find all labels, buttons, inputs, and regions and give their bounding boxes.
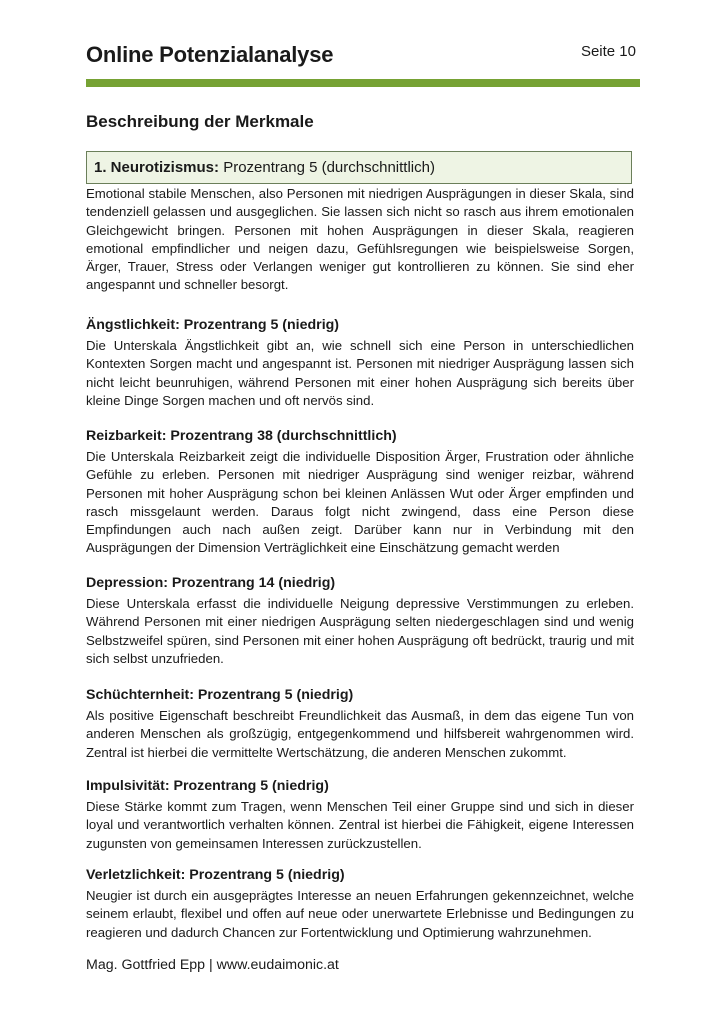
- facet-heading: Impulsivität: Prozentrang 5 (niedrig): [86, 778, 329, 794]
- facet-heading: Verletzlichkeit: Prozentrang 5 (niedrig): [86, 867, 345, 883]
- facet-text: Neugier ist durch ein ausgeprägtes Interesse an neuen Erfahrungen gekennzeichnet, welche seinem erlaubt, flexibel und offen auf neue oder unerwartete Erlebnisse und Bedingungen zu reagieren und dadurch Chancen zur Fortentwicklung und Optimierung wahrzunehmen.: [86, 888, 634, 940]
- page-number: Seite 10: [580, 43, 636, 60]
- section-title: Beschreibung der Merkmale: [86, 112, 314, 131]
- facet-verletzlichkeit: [86, 866, 634, 942]
- facet-heading: Ängstlichkeit: Prozentrang 5 (niedrig): [86, 317, 340, 333]
- facet-text: Die Unterskala Reizbarkeit zeigt die individuelle Disposition Ärger, Frustration oder ähnliche Gefühle zu erleben. Personen mit niedriger Ausprägung sind weniger reizbar, während Personen mit hoher Ausprägung schon bei kleinen Anlässen Wut oder Ärger empfinden und rasch missgelaunt werden. Daraus folgt nicht zwingend, dass eine Person diese Empfindungen auch nach außen zeigt. Darüber kann nur in Verbindung mit den Ausprägungen der Dimension Verträglichkeit eine Einschätzung gemacht werden: [86, 449, 634, 556]
- facet-text: Als positive Eigenschaft beschreibt Freundlichkeit das Ausmaß, in dem das eigene Tun von anderen Menschen als großzügig, entgegenkommend und hilfsbereit wahrgenommen wird. Zentral ist hierbei die vermittelte Wertschätzung, die anderen Menschen zukommt.: [86, 708, 634, 760]
- trait-rank: Prozentrang 5 (durchschnittlich): [219, 159, 435, 176]
- facet-text: Diese Unterskala erfasst die individuelle Neigung depressive Verstimmungen zu erleben. Während Personen mit einer niedrigen Ausprägung selten niedergeschlagen sind und wenig Selbstzweifel spüren, sind Personen mit einer hohen Ausprägung oft bedrückt, traurig und mit sich selbst unzufrieden.: [86, 596, 634, 666]
- facet-heading: Schüchternheit: Prozentrang 5 (niedrig): [86, 687, 354, 703]
- facet-text: Die Unterskala Ängstlichkeit gibt an, wie schnell sich eine Person in unterschiedlichen Kontexten Sorgen macht und angespannt ist. Personen mit niedriger Ausprägung lassen sich nicht leicht beunruhigen, während Personen mit einer hohen Ausprägung sich bereits über kleine Dinge Sorgen machen und oft nervös sind.: [86, 338, 634, 408]
- facet-impulsivitat: [86, 777, 634, 853]
- facet-depression: [86, 574, 634, 668]
- facet-heading: Depression: Prozentrang 14 (niedrig): [86, 575, 336, 591]
- trait-label: 1. Neurotizismus:: [94, 159, 220, 176]
- facet-schuchternheit: [86, 686, 634, 762]
- document-title: Online Potenzialanalyse: [86, 42, 334, 67]
- facet-heading: Reizbarkeit: Prozentrang 38 (durchschnittlich): [86, 428, 397, 444]
- trait-description: Emotional stabile Menschen, also Personen mit niedrigen Ausprägungen in dieser Skala, sind tendenziell gelassen und ausgeglichen. Sie lassen sich nicht so rasch aus ihrem emotionalen Gleichgewicht bringen. Personen mit hohen Ausprägungen in dieser Skala, reagieren emotional empfindlicher und neigen dazu, Gefühlsregungen wie beispielsweise Sorgen, Ärger, Trauer, Stress oder Verlangen weniger gut kontrollieren zu können. Sie sind eher angespannt und schneller besorgt.: [86, 186, 634, 293]
- page-header: [86, 40, 640, 74]
- facet-angstlichkeit: [86, 316, 634, 410]
- header-accent-bar: [86, 79, 640, 87]
- facet-text: Diese Stärke kommt zum Tragen, wenn Menschen Teil einer Gruppe sind und sich in dieser loyal und verantwortlich verhalten können. Zentral ist hierbei die Fähigkeit, eigene Interessen zugunsten von gemeinsamen Interessen zurückzustellen.: [86, 799, 634, 851]
- page-footer: Mag. Gottfried Epp | www.eudaimonic.at: [86, 957, 339, 973]
- trait-summary-box: [86, 151, 632, 184]
- facet-reizbarkeit: [86, 427, 634, 558]
